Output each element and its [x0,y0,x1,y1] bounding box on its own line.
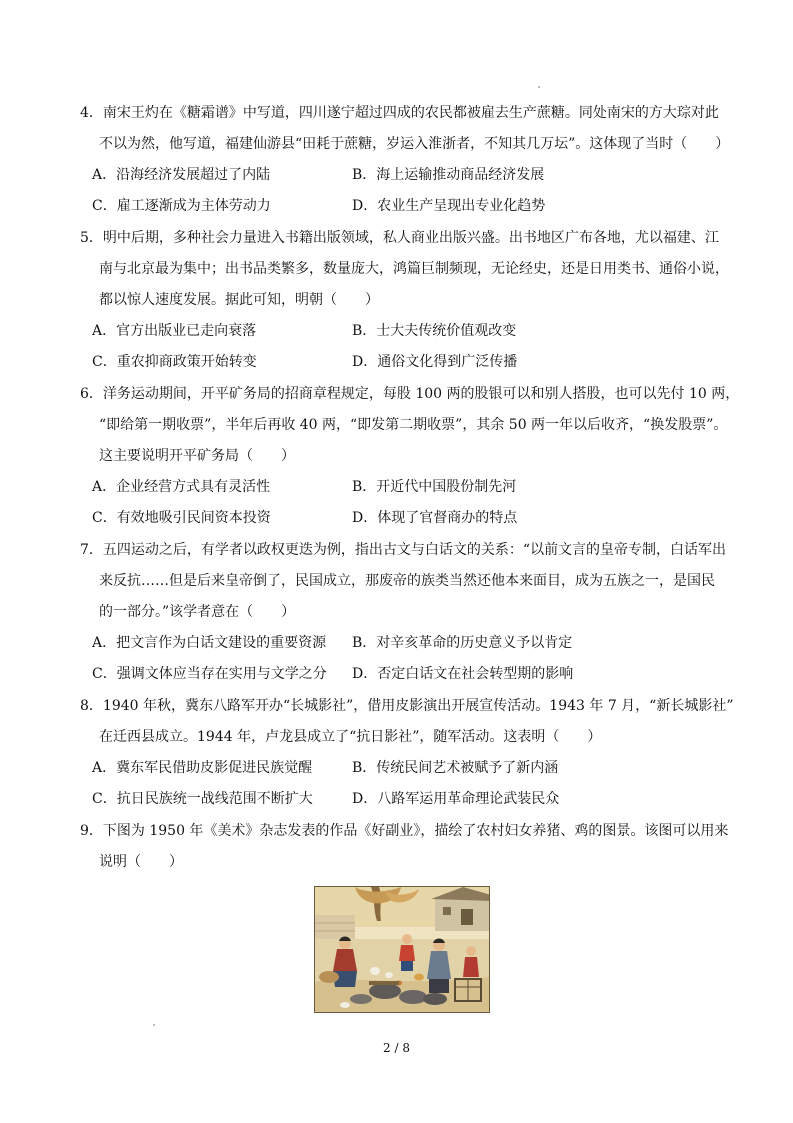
question-4-option-b: B．海上运输推动商品经济发展 [352,167,545,183]
question-4-option-d: D．农业生产呈现出专业化趋势 [352,198,546,214]
question-8-option-b: B．传统民间艺术被赋予了新内涵 [352,760,559,776]
question-5-line-2: 南与北京最为集中；出书品类繁多，数量庞大，鸿篇巨制频现，无论经史，还是日用类书、通俗小说， [99,261,729,277]
question-5-option-b: B．士大夫传统价值观改变 [352,323,517,339]
scan-speck [538,86,540,88]
question-5-option-c: C．重农抑商政策开始转变 [92,354,257,370]
question-8-option-a: A．冀东军民借助皮影促进民族觉醒 [92,760,313,776]
question-4-option-a: A．沿海经济发展超过了内陆 [92,167,271,183]
question-6-line-2: “即给第一期收票”，半年后再收 40 两，“即发第二期收票”，其余 50 两一年以后收齐，“换发股票”。 [99,417,728,433]
question-6-option-a: A．企业经营方式具有灵活性 [92,479,271,495]
question-7-option-a: A．把文言作为白话文建设的重要资源 [92,635,327,651]
question-6-line-1: 6．洋务运动期间，开平矿务局的招商章程规定，每股 100 两的股银可以和别人搭股，也可以先付 10 两， [80,386,740,402]
question-7-line-2: 来反抗……但是后来皇帝倒了，民国成立，那废帝的族类当然还他本来面目，成为五族之一，是国民 [99,573,715,589]
scan-speck [153,1024,155,1026]
question-7-option-c: C．强调文体应当存在实用与文学之分 [92,666,327,682]
question-7-line-3: 的一部分。”该学者意在（ ） [99,604,296,620]
question-5-line-3: 都以惊人速度发展。据此可知，明朝（ ） [99,292,379,308]
farm-painting-illustration [314,886,490,1013]
question-4-line-2: 不以为然，他写道，福建仙游县“田耗于蔗糖，岁运入淮浙者，不知其几万坛”。这体现了当时（ ） [99,136,730,152]
question-5-line-1: 5．明中后期，多种社会力量进入书籍出版领域，私人商业出版兴盛。出书地区广布各地，尤以福建、江 [80,230,719,246]
question-6-line-3: 这主要说明开平矿务局（ ） [99,448,295,464]
question-5-option-d: D．通俗文化得到广泛传播 [352,354,518,370]
question-9-line-2: 说明（ ） [99,854,183,870]
question-5-option-a: A．官方出版业已走向衰落 [92,323,257,339]
question-7-option-d: D．否定白话文在社会转型期的影响 [352,666,574,682]
question-6-option-d: D．体现了官督商办的特点 [352,510,518,526]
question-8-line-2: 在迁西县成立。1944 年，卢龙县成立了“抗日影社”，随军活动。这表明（ ） [99,729,602,745]
question-6-option-b: B．开近代中国股份制先河 [352,479,517,495]
question-8-option-c: C．抗日民族统一战线范围不断扩大 [92,791,313,807]
question-8-line-1: 8．1940 年秋，冀东八路军开办“长城影社”，借用皮影演出开展宣传活动。1943 年 7 月，“新长城影社” [80,698,734,714]
question-4-line-1: 4．南宋王灼在《糖霜谱》中写道，四川遂宁超过四成的农民都被雇去生产蔗糖。同处南宋的方大琮对此 [80,105,719,121]
question-8-option-d: D．八路军运用革命理论武装民众 [352,791,560,807]
page-number: 2 / 8 [383,1041,410,1055]
question-4-option-c: C．雇工逐渐成为主体劳动力 [92,198,271,214]
question-7-line-1: 7．五四运动之后，有学者以政权更迭为例，指出古文与白话文的关系：“以前文言的皇帝专制，白话军出 [80,542,727,558]
question-9-line-1: 9．下图为 1950 年《美术》杂志发表的作品《好副业》，描绘了农村妇女养猪、鸡的图景。该图可以用来 [80,823,729,839]
question-7-option-b: B．对辛亥革命的历史意义予以肯定 [352,635,573,651]
question-6-option-c: C．有效地吸引民间资本投资 [92,510,271,526]
